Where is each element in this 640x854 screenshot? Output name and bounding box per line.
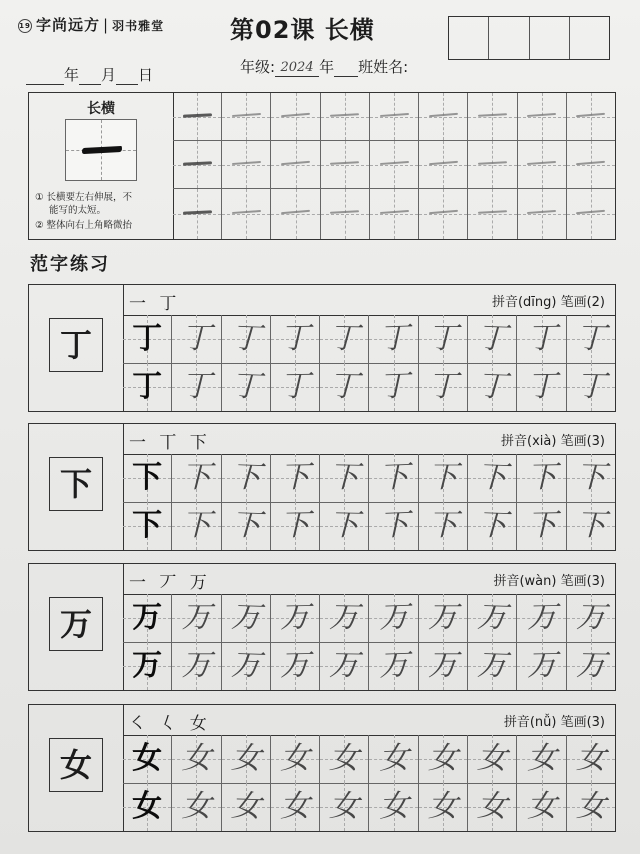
long-horizontal-stroke-icon (82, 146, 122, 154)
practice-cell[interactable] (567, 93, 615, 141)
handwritten-character-cell[interactable] (468, 783, 517, 831)
year-blank[interactable] (26, 68, 64, 85)
pinyin-label: 拼音(wàn) (493, 574, 557, 589)
handwritten-character: 女 (427, 789, 458, 824)
printed-character-cell[interactable] (123, 642, 172, 690)
handwritten-character-cell[interactable] (172, 783, 221, 831)
handwritten-character-cell[interactable] (320, 502, 369, 550)
traced-stroke-icon (232, 161, 261, 165)
handwritten-character-cell[interactable] (271, 315, 320, 363)
handwritten-character-cell[interactable] (419, 502, 468, 550)
stroke-practice-grid[interactable] (173, 93, 615, 239)
handwritten-character: 下 (378, 507, 410, 544)
name-box[interactable] (570, 17, 609, 59)
handwritten-character: 万 (575, 647, 607, 684)
handwritten-character-cell[interactable] (468, 454, 517, 502)
character-practice-block (28, 704, 616, 832)
handwritten-character-cell[interactable] (222, 594, 271, 642)
model-character: 万 (49, 597, 103, 651)
handwritten-character: 丁 (181, 369, 212, 404)
handwritten-character: 下 (476, 459, 508, 496)
handwritten-character-cell[interactable] (419, 454, 468, 502)
model-character-panel (29, 424, 124, 550)
model-character: 丁 (49, 318, 103, 372)
practice-cell[interactable] (271, 93, 320, 141)
practice-cell[interactable] (321, 141, 370, 189)
traced-stroke-icon (527, 210, 556, 214)
handwritten-character: 万 (476, 599, 508, 636)
handwritten-character: 下 (427, 508, 458, 543)
handwritten-character-cell[interactable] (320, 454, 369, 502)
handwritten-character-cell[interactable] (468, 735, 517, 783)
character-header (123, 705, 615, 736)
handwritten-character: 万 (181, 648, 212, 683)
handwritten-character: 下 (575, 507, 607, 544)
handwritten-character-cell[interactable] (419, 783, 468, 831)
month-blank[interactable] (79, 68, 101, 85)
name-box[interactable] (449, 17, 489, 59)
traced-stroke-icon (429, 210, 458, 215)
handwritten-character-cell[interactable] (567, 454, 615, 502)
handwritten-character: 下 (329, 507, 360, 544)
practice-cell[interactable] (468, 141, 517, 189)
pinyin-label: 拼音(nǚ) (503, 715, 557, 730)
handwritten-character: 下 (476, 507, 508, 544)
handwritten-character: 丁 (575, 320, 607, 357)
handwritten-character: 女 (476, 788, 508, 825)
practice-cell[interactable] (419, 93, 468, 141)
traced-stroke-icon (379, 161, 408, 165)
handwritten-character-cell[interactable] (419, 594, 468, 642)
handwritten-character: 丁 (476, 320, 508, 357)
handwritten-character-cell[interactable] (271, 783, 320, 831)
writing-row (123, 502, 615, 550)
printed-character: 万 (132, 648, 163, 683)
character-meta (493, 570, 605, 589)
class-line (240, 56, 408, 77)
handwritten-character-cell[interactable] (419, 735, 468, 783)
handwritten-character: 万 (329, 599, 360, 636)
day-blank[interactable] (116, 68, 138, 85)
traced-stroke-icon (478, 210, 507, 214)
writing-row (123, 642, 615, 690)
section-title: 范字练习 (30, 254, 110, 275)
handwritten-character-cell[interactable] (517, 642, 566, 690)
character-practice-block (28, 563, 616, 691)
traced-stroke-icon (576, 210, 605, 215)
pinyin-label: 拼音(xià) (501, 434, 557, 449)
handwritten-character: 女 (329, 788, 360, 825)
handwritten-character: 女 (526, 740, 557, 777)
writing-grid[interactable] (123, 735, 615, 831)
handwritten-character: 万 (378, 647, 410, 684)
character-header (123, 564, 615, 595)
handwritten-character: 万 (378, 599, 410, 636)
handwritten-character-cell[interactable] (369, 502, 418, 550)
handwritten-character: 万 (575, 599, 607, 636)
handwritten-character-cell[interactable] (271, 735, 320, 783)
handwritten-character: 下 (526, 507, 557, 544)
handwritten-character: 丁 (230, 320, 262, 357)
handwritten-character-cell[interactable] (567, 363, 615, 411)
stroke-count-label: 笔画(3) (560, 434, 605, 449)
handwritten-character: 万 (279, 647, 311, 684)
traced-stroke-icon (183, 113, 212, 118)
practice-cell[interactable] (567, 189, 615, 239)
practice-cell[interactable] (271, 141, 320, 189)
character-practice-block (28, 284, 616, 412)
class-label: 班 (358, 58, 374, 76)
practice-cell[interactable] (419, 141, 468, 189)
handwritten-character-cell[interactable] (369, 363, 418, 411)
handwritten-character: 下 (329, 459, 360, 496)
writing-grid[interactable] (123, 454, 615, 550)
traced-stroke-icon (330, 161, 359, 165)
handwritten-character: 丁 (427, 321, 458, 356)
handwritten-character-cell[interactable] (369, 594, 418, 642)
stroke-intro-panel (28, 92, 616, 240)
handwritten-character: 丁 (526, 368, 557, 405)
handwritten-character: 下 (575, 459, 607, 496)
stroke-count-label: 笔画(2) (560, 295, 605, 310)
traced-stroke-icon (429, 160, 458, 165)
handwritten-character: 女 (181, 741, 212, 776)
traced-stroke-icon (576, 112, 605, 117)
handwritten-character: 下 (279, 459, 311, 496)
traced-stroke-icon (379, 113, 408, 117)
handwritten-character-cell[interactable] (172, 735, 221, 783)
writing-row (123, 363, 615, 411)
handwritten-character-cell[interactable] (222, 315, 271, 363)
handwritten-character-cell[interactable] (271, 454, 320, 502)
stroke-practice-row (173, 189, 615, 239)
year-label: 年 (64, 66, 80, 84)
handwritten-character: 下 (526, 459, 557, 496)
grade-label: 年级: (240, 58, 276, 76)
stroke-count-label: 笔画(3) (560, 715, 605, 730)
stroke-demo-grid (65, 119, 137, 181)
handwritten-character-cell[interactable] (419, 363, 468, 411)
handwritten-character-cell[interactable] (369, 735, 418, 783)
handwritten-character: 万 (526, 647, 557, 684)
handwritten-character-cell[interactable] (517, 315, 566, 363)
printed-character: 下 (132, 508, 163, 543)
printed-character: 万 (132, 600, 163, 635)
handwritten-character-cell[interactable] (419, 642, 468, 690)
practice-cell[interactable] (370, 141, 419, 189)
stroke-order: 一 丁 (129, 294, 181, 314)
name-label: 姓名: (373, 58, 409, 76)
handwritten-character-cell[interactable] (222, 783, 271, 831)
practice-cell[interactable] (222, 189, 271, 239)
handwritten-character-cell[interactable] (172, 502, 221, 550)
stroke-practice-row (173, 141, 615, 189)
practice-cell[interactable] (468, 189, 517, 239)
name-boxes[interactable] (448, 16, 610, 60)
handwritten-character: 下 (427, 460, 458, 495)
printed-character: 丁 (132, 369, 163, 404)
handwritten-character: 万 (329, 647, 360, 684)
character-meta (504, 711, 605, 730)
handwritten-character-cell[interactable] (320, 363, 369, 411)
character-header (123, 424, 615, 455)
traced-stroke-icon (281, 112, 310, 117)
handwritten-character: 万 (230, 647, 262, 684)
handwritten-character: 丁 (329, 368, 360, 405)
writing-grid[interactable] (123, 315, 615, 411)
handwritten-character-cell[interactable] (468, 315, 517, 363)
day-label: 日 (138, 66, 154, 84)
writing-row (123, 454, 615, 503)
pinyin-label: 拼音(dīng) (491, 295, 557, 310)
tip-2: ② 整体向右上角略微抬 (35, 220, 133, 231)
handwritten-character: 丁 (230, 368, 262, 405)
handwritten-character-cell[interactable] (468, 594, 517, 642)
practice-cell[interactable] (321, 93, 370, 141)
handwritten-character-cell[interactable] (369, 783, 418, 831)
name-box[interactable] (530, 17, 570, 59)
handwritten-character: 万 (427, 600, 458, 635)
traced-stroke-icon (281, 210, 310, 215)
handwritten-character: 女 (230, 788, 262, 825)
printed-character-cell[interactable] (123, 363, 172, 411)
character-meta (501, 430, 605, 449)
handwritten-character-cell[interactable] (271, 594, 320, 642)
stroke-order: ㇛ 𡿨 女 (129, 714, 211, 734)
handwritten-character-cell[interactable] (369, 642, 418, 690)
handwritten-character-cell[interactable] (271, 363, 320, 411)
handwritten-character-cell[interactable] (468, 363, 517, 411)
handwritten-character-cell[interactable] (271, 642, 320, 690)
handwritten-character: 丁 (427, 369, 458, 404)
handwritten-character: 女 (575, 740, 607, 777)
traced-stroke-icon (527, 113, 556, 117)
handwritten-character-cell[interactable] (369, 454, 418, 502)
stroke-intro-explainer (29, 93, 174, 239)
handwritten-character: 下 (181, 460, 212, 495)
practice-cell[interactable] (468, 93, 517, 141)
handwritten-character-cell[interactable] (567, 502, 615, 550)
handwritten-character: 丁 (476, 368, 508, 405)
model-character-panel (29, 564, 124, 690)
practice-cell[interactable] (222, 141, 271, 189)
handwritten-character: 下 (181, 508, 212, 543)
handwritten-character: 女 (526, 788, 557, 825)
stroke-order: 一 丅 下 (129, 433, 211, 453)
handwritten-character-cell[interactable] (567, 315, 615, 363)
handwritten-character-cell[interactable] (172, 315, 221, 363)
handwritten-character-cell[interactable] (320, 594, 369, 642)
handwritten-character: 女 (476, 740, 508, 777)
printed-character: 下 (132, 460, 163, 495)
character-practice-block (28, 423, 616, 551)
traced-stroke-icon (576, 160, 605, 165)
handwritten-character: 丁 (279, 368, 311, 405)
handwritten-character-cell[interactable] (172, 594, 221, 642)
handwritten-character: 丁 (378, 368, 410, 405)
model-character-panel (29, 705, 124, 831)
handwritten-character: 女 (181, 789, 212, 824)
handwritten-character: 万 (181, 600, 212, 635)
month-label: 月 (101, 66, 117, 84)
brand-logo: 19 字尚远方 | 羽书雅堂 (19, 16, 165, 34)
handwritten-character-cell[interactable] (567, 735, 615, 783)
brand-name: 字尚远方 (36, 16, 101, 34)
traced-stroke-icon (478, 161, 507, 165)
lesson-title: 第02课 长横 (230, 16, 375, 44)
practice-cell[interactable] (173, 189, 222, 239)
tip-1: ① 长横要左右伸展，不 (35, 192, 133, 203)
traced-stroke-icon (183, 210, 212, 215)
handwritten-character-cell[interactable] (222, 642, 271, 690)
handwritten-character-cell[interactable] (517, 363, 566, 411)
handwritten-character: 万 (526, 599, 557, 636)
handwritten-character-cell[interactable] (320, 783, 369, 831)
handwritten-character-cell[interactable] (468, 642, 517, 690)
handwritten-character: 女 (378, 788, 410, 825)
traced-stroke-icon (527, 161, 556, 165)
handwritten-character-cell[interactable] (222, 735, 271, 783)
tip-1-cont: 能写的太短。 (49, 205, 107, 216)
handwritten-character: 女 (279, 788, 311, 825)
handwritten-character: 丁 (526, 320, 557, 357)
practice-cell[interactable] (173, 93, 222, 141)
practice-cell[interactable] (518, 189, 567, 239)
handwritten-character-cell[interactable] (320, 315, 369, 363)
handwritten-character-cell[interactable] (172, 363, 221, 411)
handwritten-character-cell[interactable] (567, 594, 615, 642)
character-header (123, 285, 615, 316)
writing-row (123, 315, 615, 364)
handwritten-character-cell[interactable] (172, 454, 221, 502)
traced-stroke-icon (429, 112, 458, 117)
traced-stroke-icon (330, 210, 359, 214)
handwritten-character: 女 (427, 741, 458, 776)
printed-character-cell[interactable] (123, 594, 172, 642)
model-character: 女 (49, 738, 103, 792)
printed-character-cell[interactable] (123, 783, 172, 831)
handwritten-character-cell[interactable] (517, 454, 566, 502)
handwritten-character: 女 (230, 740, 262, 777)
handwritten-character: 万 (279, 599, 311, 636)
handwritten-character: 丁 (279, 320, 311, 357)
grade-year-label: 年 (319, 58, 335, 76)
writing-row (123, 594, 615, 643)
stroke-practice-row (173, 93, 615, 141)
handwritten-character: 万 (476, 647, 508, 684)
practice-cell[interactable] (518, 141, 567, 189)
printed-character-cell[interactable] (123, 502, 172, 550)
traced-stroke-icon (330, 113, 359, 117)
handwritten-character-cell[interactable] (172, 642, 221, 690)
traced-stroke-icon (478, 113, 507, 117)
printed-character: 丁 (132, 321, 163, 356)
handwritten-character: 女 (378, 740, 410, 777)
stroke-name: 长横 (87, 101, 115, 117)
handwritten-character-cell[interactable] (517, 783, 566, 831)
handwritten-character-cell[interactable] (517, 735, 566, 783)
character-meta (492, 291, 605, 310)
handwritten-character: 女 (329, 740, 360, 777)
practice-cell[interactable] (419, 189, 468, 239)
printed-character-cell[interactable] (123, 454, 172, 502)
printed-character-cell[interactable] (123, 315, 172, 363)
handwritten-character-cell[interactable] (271, 502, 320, 550)
practice-cell[interactable] (271, 189, 320, 239)
handwritten-character-cell[interactable] (468, 502, 517, 550)
handwritten-character-cell[interactable] (222, 363, 271, 411)
date-line (26, 64, 153, 85)
brand-subname: 羽书雅堂 (112, 19, 165, 33)
handwritten-character: 女 (575, 788, 607, 825)
traced-stroke-icon (379, 210, 408, 214)
writing-grid[interactable] (123, 594, 615, 690)
stroke-order: 一 丆 万 (129, 573, 211, 593)
handwritten-character-cell[interactable] (222, 454, 271, 502)
handwritten-character: 下 (279, 507, 311, 544)
traced-stroke-icon (232, 113, 261, 117)
traced-stroke-icon (183, 161, 212, 166)
handwritten-character-cell[interactable] (567, 783, 615, 831)
handwritten-character-cell[interactable] (517, 594, 566, 642)
handwritten-character: 丁 (575, 368, 607, 405)
writing-row (123, 735, 615, 784)
printed-character-cell[interactable] (123, 735, 172, 783)
handwritten-character: 女 (279, 740, 311, 777)
practice-cell[interactable] (321, 189, 370, 239)
practice-cell[interactable] (222, 93, 271, 141)
writing-row (123, 783, 615, 831)
handwritten-character-cell[interactable] (369, 315, 418, 363)
handwritten-character: 下 (230, 459, 262, 496)
practice-cell[interactable] (370, 93, 419, 141)
name-box[interactable] (489, 17, 529, 59)
handwritten-character-cell[interactable] (517, 502, 566, 550)
model-character-panel (29, 285, 124, 411)
grade-value[interactable]: 2024 (275, 60, 319, 77)
brand-number-badge: 19 (18, 19, 32, 33)
handwritten-character-cell[interactable] (320, 735, 369, 783)
handwritten-character: 丁 (378, 320, 410, 357)
handwritten-character-cell[interactable] (222, 502, 271, 550)
stroke-count-label: 笔画(3) (560, 574, 605, 589)
practice-cell[interactable] (567, 141, 615, 189)
printed-character: 女 (132, 789, 163, 824)
traced-stroke-icon (281, 160, 310, 165)
practice-cell[interactable] (173, 141, 222, 189)
traced-stroke-icon (232, 210, 261, 214)
model-character: 下 (49, 457, 103, 511)
handwritten-character-cell[interactable] (419, 315, 468, 363)
handwritten-character: 丁 (181, 321, 212, 356)
handwritten-character-cell[interactable] (567, 642, 615, 690)
printed-character: 女 (132, 741, 163, 776)
handwritten-character-cell[interactable] (320, 642, 369, 690)
handwritten-character: 万 (230, 599, 262, 636)
practice-cell[interactable] (370, 189, 419, 239)
handwritten-character: 万 (427, 648, 458, 683)
class-blank[interactable] (334, 60, 358, 77)
handwritten-character: 下 (230, 507, 262, 544)
handwritten-character: 丁 (329, 320, 360, 357)
handwritten-character: 下 (378, 459, 410, 496)
practice-cell[interactable] (518, 93, 567, 141)
